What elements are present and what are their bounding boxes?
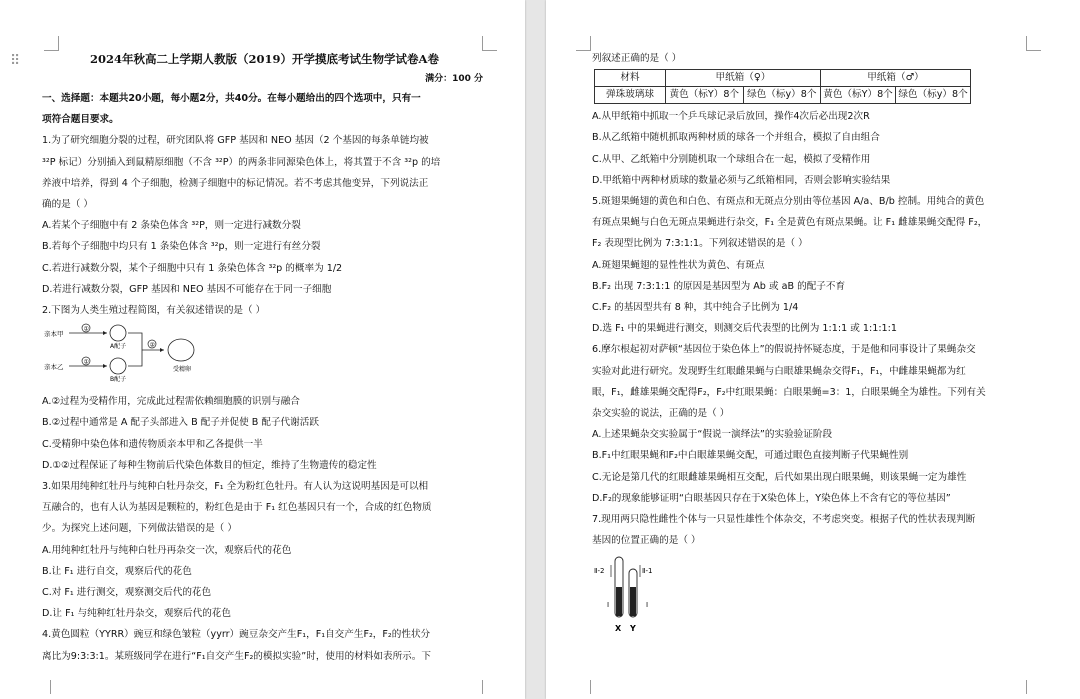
q5-line: F₂ 表现型比例为 7:3:1:1。下列叙述错误的是（ ） xyxy=(592,238,808,250)
margin-mark-bottom-left xyxy=(36,680,51,694)
region-label: Ⅰ xyxy=(607,601,610,610)
region-label: Ⅰ xyxy=(646,601,649,610)
step-1-label: ① xyxy=(83,358,89,366)
gamete-b-cell xyxy=(110,358,126,374)
q1-line: 确的是（ ） xyxy=(42,199,94,211)
document-page-right xyxy=(546,0,1080,699)
q2-option-d: D.①②过程保证了每种生物前后代染色体数目的恒定，维持了生物遗传的稳定性 xyxy=(42,459,377,471)
q1-option-c: C.若进行减数分裂，某个子细胞中只有 1 条染色体含 ³²p 的概率为 1/2 xyxy=(42,262,343,274)
q1-option-d: D.若进行减数分裂，GFP 基因和 NEO 基因不可能存在于同一子细胞 xyxy=(42,283,332,295)
q6-line: 眼，F₁，雌雄果蝇交配得F₂，F₂中红眼果蝇：白眼果蝇=3：1，白眼果蝇全为雄性。下列有关 xyxy=(592,386,986,398)
q4-option-d: D.甲纸箱中两种材质球的数量必须与乙纸箱相同，否则会影响实验结果 xyxy=(592,174,891,186)
table-header: 材料 xyxy=(595,70,666,87)
q2-option-a: A.②过程为受精作用，完成此过程需依赖细胞膜的识别与融合 xyxy=(42,396,300,408)
table-header: 甲纸箱（♀） xyxy=(666,70,821,87)
exam-title: 2024年秋高二上学期人教版（2019）开学摸底考试生物学试卷A卷 xyxy=(90,52,439,66)
q4-stem-cont: 列叙述正确的是（ ） xyxy=(592,53,682,64)
q3-line: 3.如果用纯种红牡丹与纯种白牡丹杂交，F₁ 全为粉红色牡丹。有人认为这说明基因是可以相 xyxy=(42,481,429,493)
table-cell: 黄色（标Y）8个 xyxy=(821,87,896,104)
margin-mark-bottom-right xyxy=(1026,680,1041,694)
q1-line: 1.为了研究细胞分裂的过程，研究团队将 GFP 基因和 NEO 基因（2 个基因的每条单链均被 xyxy=(42,135,429,147)
section-heading-cont: 项符合题目要求。 xyxy=(42,114,119,126)
q1-line: 养液中培养，得到 4 个子细胞，检测子细胞中的标记情况。若不考虑其他变异，下列说法正 xyxy=(42,177,429,189)
section-heading: 一、选择题：本题共20小题，每小题2分，共40分。在每小题给出的四个选项中，只有一 xyxy=(42,93,421,104)
q2-option-c: C.受精卵中染色体和遗传物质亲本甲和乙各提供一半 xyxy=(42,438,263,450)
q4-option-c: C.从甲、乙纸箱中分别随机取一个球组合在一起，模拟了受精作用 xyxy=(592,153,871,165)
q3-line: 少。为探究上述问题，下列做法错误的是（ ） xyxy=(42,523,237,535)
parent-a-label: 亲本甲 xyxy=(44,330,64,339)
table-row xyxy=(595,87,971,104)
q4-option-b: B.从乙纸箱中随机抓取两种材质的球各一个并组合，模拟了自由组合 xyxy=(592,132,880,144)
q2-option-b: B.②过程中通常是 A 配子头部进入 B 配子并促使 B 配子代谢活跃 xyxy=(42,417,319,429)
table-cell: 绿色（标y）8个 xyxy=(896,87,971,104)
margin-mark-bottom-left xyxy=(576,680,591,694)
q5-option-c: C.F₂ 的基因型共有 8 种，其中纯合子比例为 1/4 xyxy=(592,302,799,314)
table-cell: 黄色（标Y）8个 xyxy=(666,87,744,104)
left-page-content xyxy=(42,48,487,667)
parent-b-label: 亲本乙 xyxy=(44,363,64,372)
gamete-a-cell xyxy=(110,325,126,341)
reproduction-diagram xyxy=(42,321,487,391)
arrow-head xyxy=(103,364,107,368)
q3-line: 互融合的，也有人认为基因是颗粒的，粉红色是由于 F₁ 红色基因只有一个，合成的红色物质 xyxy=(42,502,432,514)
q5-option-a: A.斑翅果蝇翅的显性性状为黄色、有斑点 xyxy=(592,259,765,271)
sex-chromosome-diagram xyxy=(594,551,1032,637)
zygote-cell xyxy=(168,339,194,361)
margin-mark-top-left xyxy=(576,36,591,51)
q2-stem: 2.下图为人类生殖过程简图，有关叙述错误的是（ ） xyxy=(42,305,266,317)
q5-option-b: B.F₂ 出现 7:3:1:1 的原因是基因型为 Ab 或 aB 的配子不育 xyxy=(592,280,846,292)
merge-bracket xyxy=(128,333,142,366)
y-homologous-region xyxy=(630,587,636,616)
gamete-a-label: A配子 xyxy=(110,343,127,351)
q5-line: 5.斑翅果蝇翅的黄色和白色、有斑点和无斑点分别由等位基因 A/a、B/b 控制。用纯合的黄色 xyxy=(592,196,985,208)
document-page-left xyxy=(0,0,525,699)
margin-mark-bottom-right xyxy=(482,680,497,694)
q3-option-a: A.用纯种红牡丹与纯种白牡丹再杂交一次，观察后代的花色 xyxy=(42,544,292,556)
q7-line: 7.现用两只隐性雌性个体与一只显性雄性个体杂交，不考虑突变。根据子代的性状表现判断 xyxy=(592,514,976,526)
drag-handle-icon[interactable]: ⠿ xyxy=(10,53,20,69)
q3-option-b: B.让 F₁ 进行自交，观察后代的花色 xyxy=(42,565,192,577)
table-cell: 绿色（标y）8个 xyxy=(743,87,821,104)
q6-line: 6.摩尔根起初对萨顿“基因位于染色体上”的假说持怀疑态度，于是他和同事设计了果蝇杂交 xyxy=(592,344,976,356)
table-header: 甲纸箱（♂） xyxy=(821,70,971,87)
q5-option-d: D.选 F₁ 中的果蝇进行测交，则测交后代表型的比例为 1:1:1 或 1:1:1:1 xyxy=(592,323,897,335)
arrow-head xyxy=(103,331,107,335)
arrow-head xyxy=(160,348,164,352)
y-label: Y xyxy=(630,624,636,634)
q6-line: 实验对此进行研究。发现野生红眼雌果蝇与白眼雄果蝇杂交得F₁，F₁，中雌雄果蝇都为红 xyxy=(592,365,966,377)
right-page-content xyxy=(592,48,1032,637)
q6-line: 杂交实验的说法，正确的是（ ） xyxy=(592,408,730,420)
q3-option-c: C.对 F₁ 进行测交，观察测交后代的花色 xyxy=(42,587,212,599)
q6-option-a: A.上述果蝇杂交实验属于“假说一演绎法”的实验验证阶段 xyxy=(592,429,833,441)
x-label: X xyxy=(615,624,622,634)
table-header-row xyxy=(595,70,971,87)
q1-line: ³²P 标记）分别插入到鼠精原细胞（不含 ³²P）的两条非同源染色体上，将其置于不含 ³²p 的培 xyxy=(42,156,441,168)
table-cell: 弹珠玻璃球 xyxy=(595,87,666,104)
region-label: Ⅱ-2 xyxy=(594,567,605,576)
q6-option-b: B.F₁中红眼果蝇和F₂中白眼雄果蝇交配，可通过眼色直接判断子代果蝇性别 xyxy=(592,450,909,462)
step-1-label: ① xyxy=(83,325,89,333)
x-homologous-region xyxy=(616,587,622,616)
q3-option-d: D.让 F₁ 与纯种红牡丹杂交，观察后代的花色 xyxy=(42,608,231,620)
q6-option-d: D.F₂的现象能够证明“白眼基因只存在于X染色体上，Y染色体上不含有它的等位基因” xyxy=(592,492,951,504)
materials-table xyxy=(594,69,971,104)
q7-line: 基因的位置正确的是（ ） xyxy=(592,535,701,547)
zygote-label: 受精卵 xyxy=(173,366,192,374)
q6-option-c: C.无论是第几代的红眼雌雄果蝇相互交配，后代如果出现白眼果蝇，则该果蝇一定为雄性 xyxy=(592,471,967,483)
q5-line: 有斑点果蝇与白色无斑点果蝇进行杂交，F₁ 全是黄色有斑点果蝇。让 F₁ 雌雄果蝇交配得 F₂， xyxy=(592,217,988,229)
q4-line: 离比为9:3:3:1。某班级同学在进行“F₁自交产生F₂的模拟实验”时，使用的材料如表所示。下 xyxy=(42,650,431,662)
reproduction-diagram-svg xyxy=(42,321,242,387)
region-label: Ⅱ-1 xyxy=(642,567,653,576)
step-2-label: ② xyxy=(149,341,155,349)
q1-option-a: A.若某个子细胞中有 2 条染色体含 ³²P，则一定进行减数分裂 xyxy=(42,220,301,232)
sex-chromosome-svg xyxy=(594,555,684,641)
score-label: 满分：100 分 xyxy=(425,74,483,84)
q1-option-b: B.若每个子细胞中均只有 1 条染色体含 ³²p，则一定进行有丝分裂 xyxy=(42,241,321,253)
gamete-b-label: B配子 xyxy=(110,376,127,384)
q4-line: 4.黄色圆粒（YYRR）豌豆和绿色皱粒（yyrr）豌豆杂交产生F₁，F₁自交产生F₂，F₂的性状分 xyxy=(42,629,431,641)
q4-option-a: A.从甲纸箱中抓取一个乒乓球记录后放回，操作4次后必出现2次R xyxy=(592,111,870,123)
